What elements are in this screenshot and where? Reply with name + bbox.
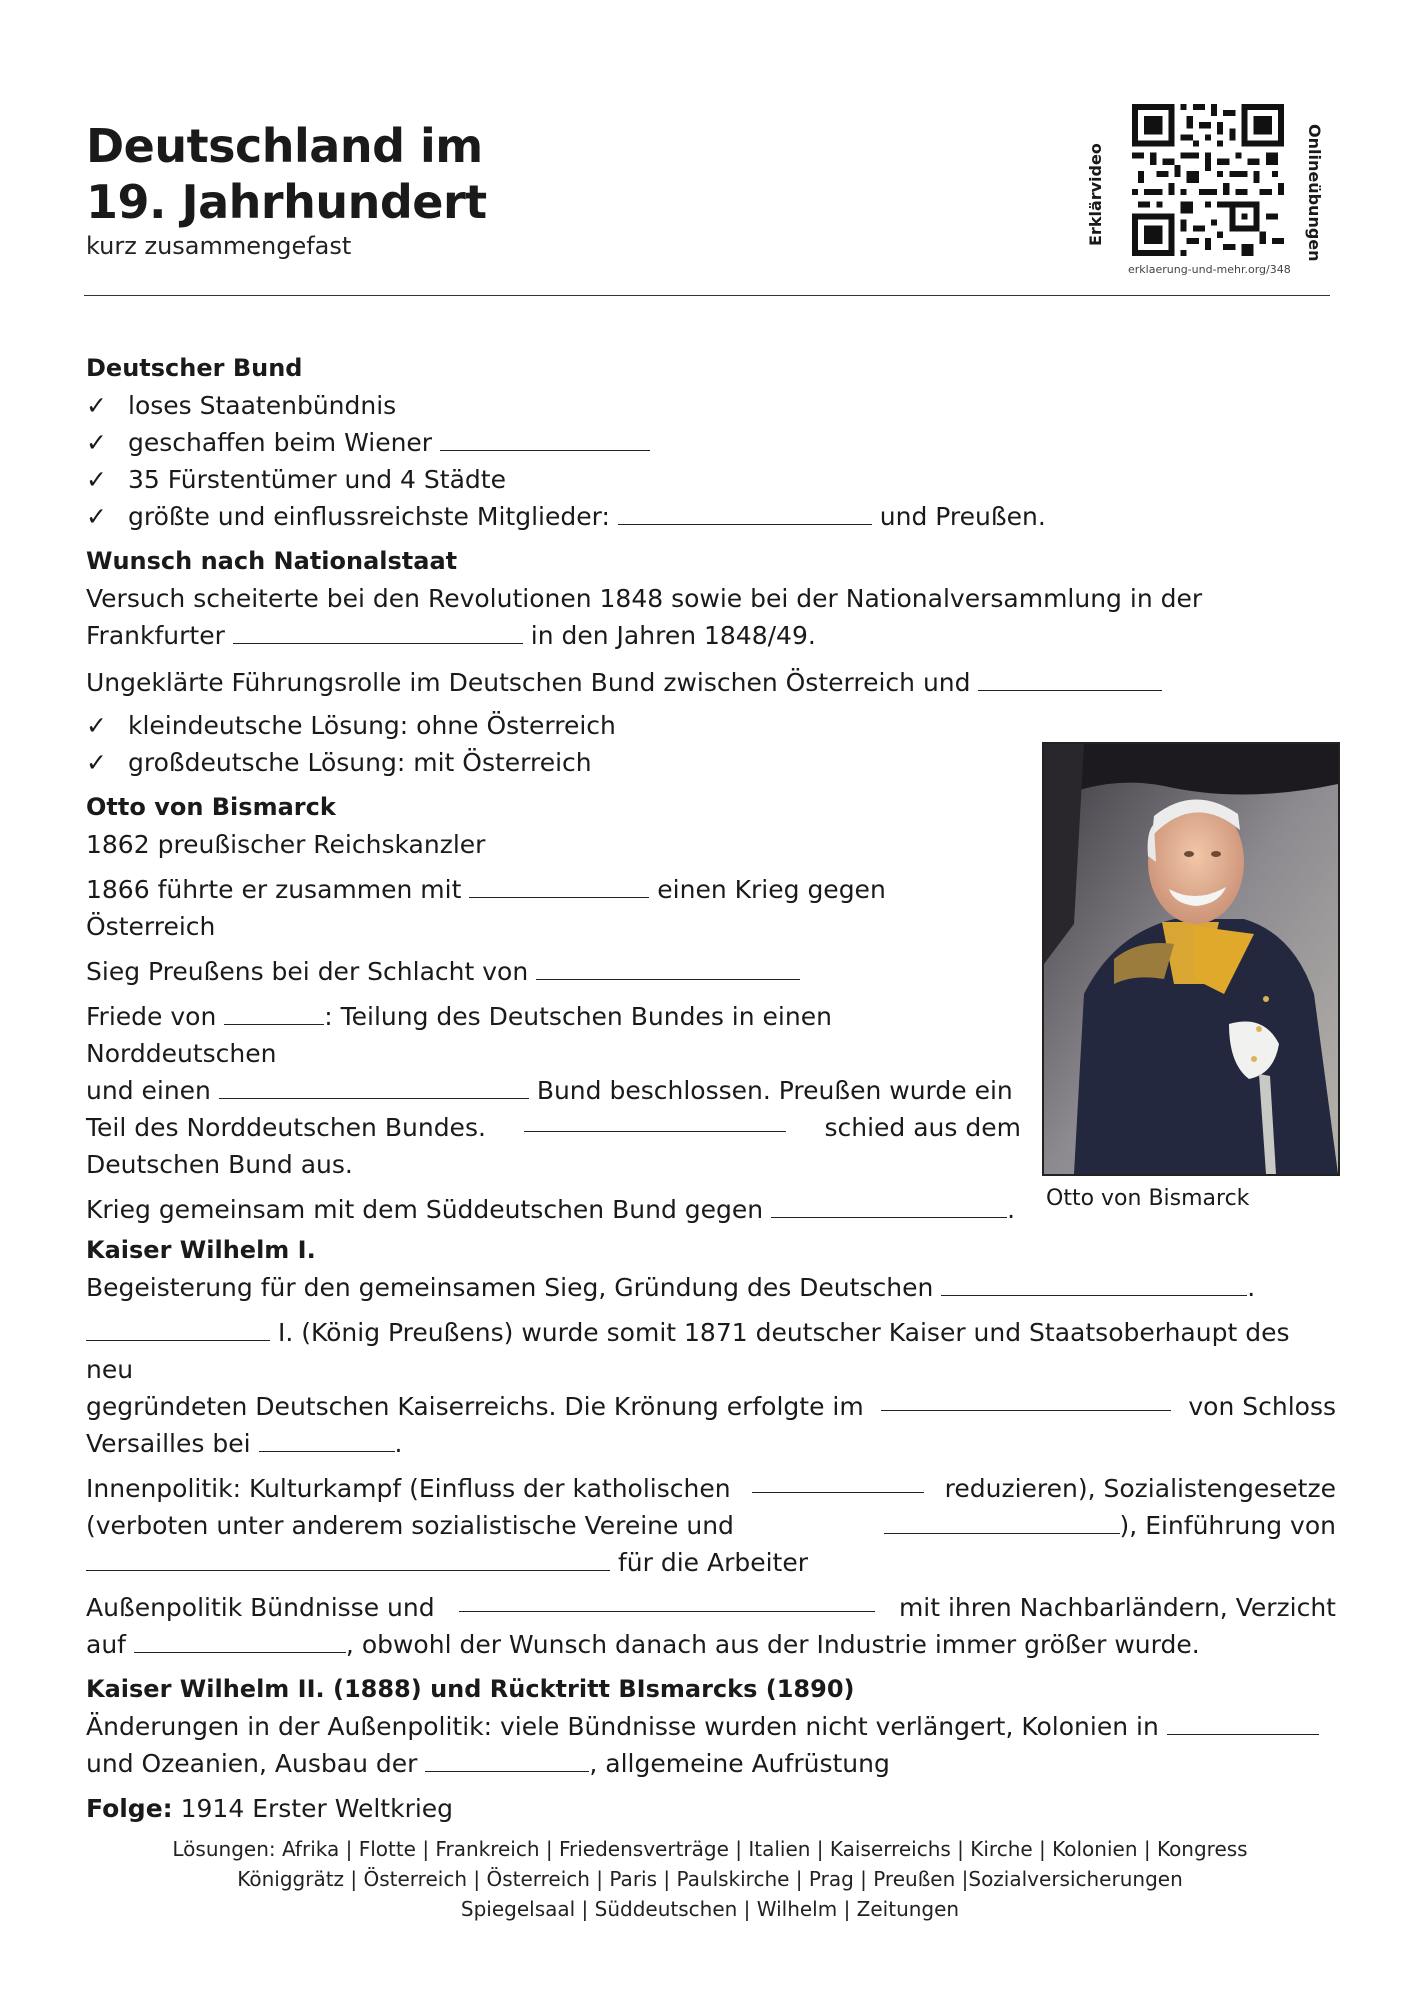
- text-line: Versuch scheiterte bei den Revolutionen 1848 sowie bei der Nationalversammlung in der: [86, 584, 1203, 613]
- blank-field[interactable]: [881, 1388, 1171, 1411]
- title-line-1: Deutschland im: [86, 119, 483, 173]
- checkmark-icon: ✓: [86, 391, 107, 420]
- bismarck-portrait: [1042, 742, 1340, 1176]
- text-line: gegründeten Deutschen Kaiserreichs. Die Krönung erfolgte im von Schloss: [86, 1388, 1336, 1425]
- heading-nationalstaat: Wunsch nach Nationalstaat: [86, 547, 458, 575]
- page-subtitle: kurz zusammengefast: [86, 232, 352, 260]
- blank-field[interactable]: [259, 1429, 395, 1452]
- blank-field[interactable]: [224, 1002, 324, 1025]
- list-item: ✓ 35 Fürstentümer und 4 Städte: [86, 461, 1336, 498]
- heading-deutscher-bund: Deutscher Bund: [86, 354, 303, 382]
- page-title: [86, 118, 487, 230]
- blank-field[interactable]: [536, 957, 800, 980]
- text-line: 1862 preußischer Reichskanzler: [86, 830, 486, 859]
- qr-url: erklaerung-und-mehr.org/348: [1128, 263, 1291, 276]
- blank-field[interactable]: [941, 1273, 1247, 1296]
- text-line: Begeisterung für den gemeinsamen Sieg, Gründung des Deutschen .: [86, 1273, 1256, 1302]
- checkmark-icon: ✓: [86, 465, 107, 494]
- blank-field[interactable]: [752, 1470, 924, 1493]
- text-line: Frankfurter in den Jahren 1848/49.: [86, 621, 816, 650]
- list-item: ✓ geschaffen beim Wiener: [86, 424, 1336, 461]
- blank-field[interactable]: [233, 621, 523, 644]
- solutions-line-1: Lösungen: Afrika | Flotte | Frankreich | Friedensverträge | Italien | Kaiserreichs | Kirche | Kolonien | Kongress: [172, 1837, 1248, 1861]
- blank-field[interactable]: [219, 1076, 529, 1099]
- blank-field[interactable]: [524, 1109, 786, 1132]
- checkmark-icon: ✓: [86, 748, 107, 777]
- blank-field[interactable]: [884, 1511, 1120, 1534]
- text-line: Außenpolitik Bündnisse und mit ihren Nachbarländern, Verzicht: [86, 1589, 1336, 1626]
- bismarck-text: [86, 826, 1021, 1228]
- heading-bismarck: Otto von Bismarck: [86, 793, 336, 821]
- blank-field[interactable]: [1167, 1712, 1319, 1735]
- text-line: Versailles bei .: [86, 1429, 403, 1458]
- blank-field[interactable]: [440, 428, 650, 451]
- solutions-line-3: Spiegelsaal | Süddeutschen | Wilhelm | Zeitungen: [460, 1897, 960, 1921]
- text-line: Sieg Preußens bei der Schlacht von: [86, 953, 1021, 990]
- blank-field[interactable]: [86, 1548, 610, 1571]
- text-line: Ungeklärte Führungsrolle im Deutschen Bund zwischen Österreich und: [86, 664, 1336, 701]
- list-item: ✓ kleindeutsche Lösung: ohne Österreich: [86, 707, 1336, 744]
- text-line: Teil des Norddeutschen Bundes. schied aus dem: [86, 1109, 1021, 1146]
- text-line: Krieg gemeinsam mit dem Süddeutschen Bund gegen .: [86, 1195, 1016, 1224]
- text-line: Deutschen Bund aus.: [86, 1150, 353, 1179]
- blank-field[interactable]: [86, 1318, 270, 1341]
- text-line: und einen Bund beschlossen. Preußen wurde ein: [86, 1076, 1013, 1105]
- blank-field[interactable]: [459, 1589, 875, 1612]
- video-label: Erklärvideo: [1086, 143, 1105, 247]
- text-line: 1866 führte er zusammen mit einen Krieg gegen Österreich: [86, 875, 886, 941]
- solutions-footer: [86, 1834, 1334, 1924]
- blank-field[interactable]: [134, 1630, 346, 1653]
- text-line: und Ozeanien, Ausbau der , allgemeine Aufrüstung: [86, 1749, 890, 1778]
- header-divider: [84, 295, 1330, 296]
- list-item: ✓ loses Staatenbündnis: [86, 387, 1336, 424]
- list-item: ✓ großdeutsche Lösung: mit Österreich: [86, 744, 1336, 781]
- heading-wilhelm-1: Kaiser Wilhelm I.: [86, 1236, 316, 1264]
- solutions-line-2: Königgrätz | Österreich | Österreich | Paris | Paulskirche | Prag | Preußen |Sozialversicherungen: [237, 1867, 1183, 1891]
- blank-field[interactable]: [618, 502, 872, 525]
- text-line: Folge: 1914 Erster Weltkrieg: [86, 1794, 454, 1823]
- qr-code-icon[interactable]: [1132, 104, 1284, 256]
- checkmark-icon: ✓: [86, 502, 107, 531]
- heading-wilhelm-2: Kaiser Wilhelm II. (1888) und Rücktritt BIsmarcks (1890): [86, 1675, 855, 1703]
- text-line: Innenpolitik: Kulturkampf (Einfluss der katholischen reduzieren), Sozialistengesetze: [86, 1470, 1336, 1507]
- text-line: auf , obwohl der Wunsch danach aus der Industrie immer größer wurde.: [86, 1630, 1200, 1659]
- text-line: I. (König Preußens) wurde somit 1871 deutscher Kaiser und Staatsoberhaupt des neu: [86, 1318, 1290, 1384]
- text-line: (verboten unter anderem sozialistische Vereine und ), Einführung von: [86, 1511, 1336, 1540]
- portrait-caption: Otto von Bismarck: [1046, 1186, 1250, 1211]
- list-item: ✓ größte und einflussreichste Mitglieder: und Preußen.: [86, 498, 1336, 535]
- blank-field[interactable]: [425, 1749, 589, 1772]
- text-line: Änderungen in der Außenpolitik: viele Bündnisse wurden nicht verlängert, Kolonien in: [86, 1708, 1336, 1745]
- blank-field[interactable]: [978, 668, 1162, 691]
- title-line-2: 19. Jahrhundert: [86, 175, 487, 229]
- exercises-label: Onlineübungen: [1305, 124, 1324, 262]
- checkmark-icon: ✓: [86, 428, 107, 457]
- blank-field[interactable]: [469, 875, 649, 898]
- text-line: für die Arbeiter: [86, 1544, 1336, 1581]
- blank-field[interactable]: [771, 1195, 1007, 1218]
- text-line: Friede von : Teilung des Deutschen Bundes in einen Norddeutschen: [86, 1002, 832, 1068]
- checkmark-icon: ✓: [86, 711, 107, 740]
